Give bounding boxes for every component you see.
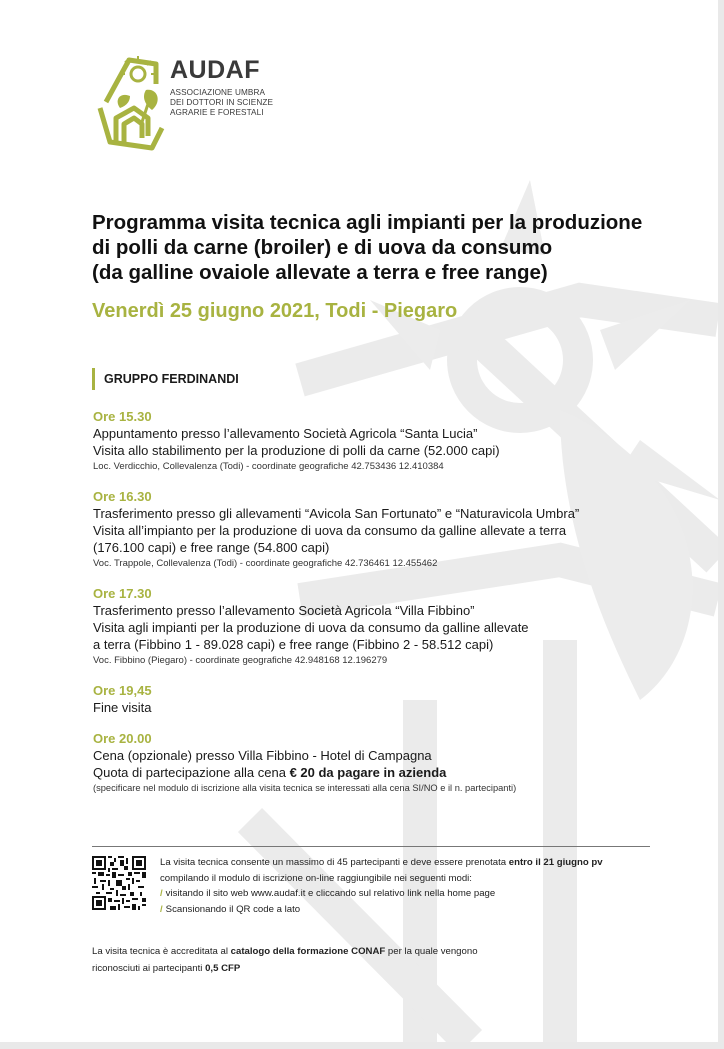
schedule-item	[93, 488, 693, 571]
org-subtitle-line: ASSOCIAZIONE UMBRA	[170, 88, 266, 97]
accreditation-text: La visita tecnica è accreditata al	[92, 946, 231, 957]
schedule-line: (176.100 capi) e free range (54.800 capi)	[93, 540, 330, 555]
title-line: di polli da carne (broiler) e di uova da consumo	[92, 236, 553, 259]
schedule-line: Trasferimento presso l’allevamento Società Agricola “Villa Fibbino”	[93, 603, 475, 618]
schedule-time: Ore 17.30	[93, 586, 152, 601]
registration-website-link[interactable]: visitando il sito web www.audaf.it e cliccando sul relativo link nella home page	[165, 888, 496, 899]
dinner-note: (specificare nel modulo di iscrizione alla visita tecnica se interessati alla cena SI/NO e il n. partecipanti)	[93, 783, 517, 793]
dinner-item	[93, 730, 693, 796]
schedule-time: Ore 20.00	[93, 731, 152, 746]
schedule-line: a terra (Fibbino 1 - 89.028 capi) e free range (Fibbino 2 - 58.512 capi)	[93, 637, 494, 652]
schedule-location: Voc. Trappole, Collevalenza (Todi) - coordinate geografiche 42.736461 12.455462	[93, 558, 438, 569]
registration-text: La visita tecnica consente un massimo di 45 partecipanti e deve essere prenotata	[160, 857, 509, 868]
registration-qr-text: Scansionando il QR code a lato	[165, 903, 301, 915]
dinner-price-line	[93, 764, 693, 781]
slash-marker: /	[160, 888, 163, 899]
schedule-time: Ore 16.30	[93, 489, 152, 504]
dinner-price: € 20 da pagare in azienda	[289, 765, 447, 780]
schedule-item	[93, 408, 693, 474]
registration-line	[160, 855, 603, 871]
schedule-location: Voc. Fibbino (Piegaro) - coordinate geografiche 42.948168 12.196279	[93, 655, 388, 666]
schedule-item	[93, 585, 693, 668]
accreditation-line	[92, 943, 478, 960]
schedule-line: Fine visita	[93, 700, 152, 715]
group-label: GRUPPO FERDINANDI	[92, 368, 239, 390]
registration-deadline: entro il 21 giugno pv	[508, 857, 603, 868]
accreditation-credits: 0,5 CFP	[205, 963, 241, 974]
accreditation-text: per la quale vengono	[385, 946, 478, 957]
slash-marker: /	[160, 903, 163, 915]
registration-bullet	[160, 886, 603, 902]
schedule-item	[93, 682, 693, 716]
schedule-line: Visita agli impianti per la produzione di uova da consumo da galline allevate	[93, 620, 529, 635]
page-title	[92, 210, 692, 285]
registration-info	[160, 855, 603, 917]
schedule-time: Ore 19,45	[93, 683, 152, 698]
schedule-line: Appuntamento presso l’allevamento Società Agricola “Santa Lucia”	[93, 426, 478, 441]
accreditation-text: riconosciuti ai partecipanti	[92, 963, 206, 974]
registration-bullet	[160, 902, 603, 918]
accreditation-catalog: catalogo della formazione CONAF	[230, 946, 386, 957]
accreditation-line	[92, 960, 478, 977]
divider	[92, 846, 650, 847]
title-line: Programma visita tecnica agli impianti per la produzione	[92, 211, 643, 234]
schedule-line: Cena (opzionale) presso Villa Fibbino - Hotel di Campagna	[93, 748, 432, 763]
event-date-place: Venerdì 25 giugno 2021, Todi - Piegaro	[92, 300, 458, 322]
schedule-line: Visita allo stabilimento per la produzione di polli da carne (52.000 capi)	[93, 443, 500, 458]
registration-line: compilando il modulo di iscrizione on-line raggiungibile nei seguenti modi:	[160, 872, 472, 884]
qr-code[interactable]	[92, 856, 146, 910]
org-subtitle-line: DEI DOTTORI IN SCIENZE	[170, 98, 274, 107]
dinner-price-label: Quota di partecipazione alla cena	[93, 765, 290, 780]
org-name: AUDAF	[170, 56, 260, 84]
org-subtitle-line: AGRARIE E FORESTALI	[170, 108, 264, 117]
schedule-line: Visita all’impianto per la produzione di uova da consumo da galline allevate a terra	[93, 523, 567, 538]
schedule-time: Ore 15.30	[93, 409, 152, 424]
accreditation-info	[92, 943, 478, 977]
schedule-location: Loc. Verdicchio, Collevalenza (Todi) - coordinate geografiche 42.753436 12.410384	[93, 461, 444, 472]
schedule-line: Trasferimento presso gli allevamenti “Avicola San Fortunato” e “Naturavicola Umbra”	[93, 506, 580, 521]
title-line: (da galline ovaiole allevate a terra e free range)	[92, 261, 548, 284]
org-subtitle	[170, 88, 280, 118]
schedule	[93, 408, 693, 810]
